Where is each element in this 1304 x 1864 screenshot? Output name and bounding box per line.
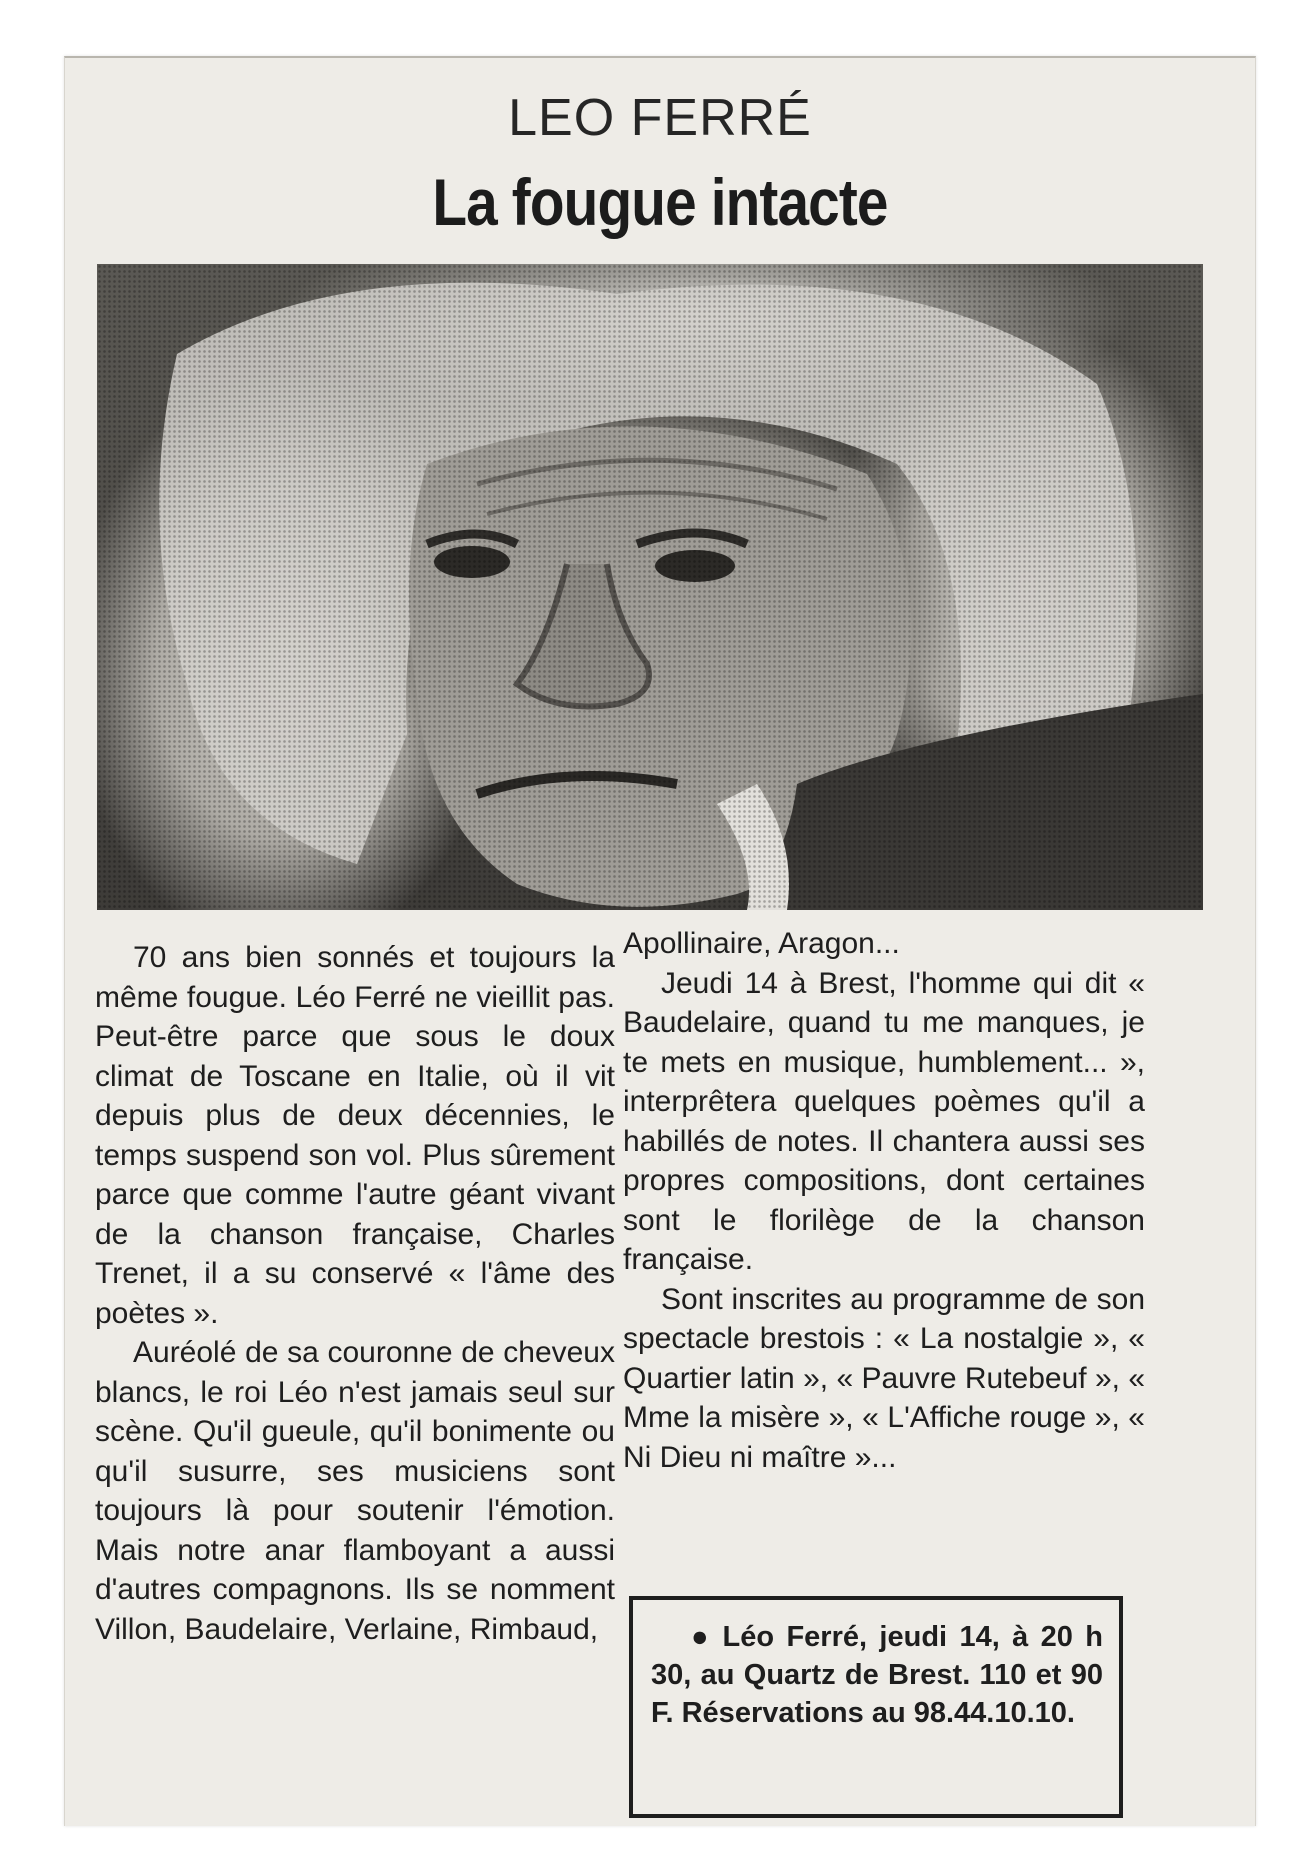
- event-info-text: Léo Ferré, jeudi 14, à 20 h 30, au Quartz de Brest. 110 et 90 F. Réservations au 98.44.10.10.: [651, 1621, 1103, 1729]
- paragraph: 70 ans bien sonnés et toujours la même fougue. Léo Ferré ne vieillit pas. Peut-être parce que sous le doux climat de Toscane en Italie, où il vit depuis plus de deux décennies, le temps suspend son vol. Plus sûrement parce que comme l'autre géant vivant de la chanson française, Charles Trenet, il a su conservé « l'âme des poètes ».: [95, 941, 615, 1330]
- article-kicker: LEO FERRÉ: [508, 89, 812, 147]
- paragraph: Auréolé de sa couronne de cheveux blancs, le roi Léo n'est jamais seul sur scène. Qu'il gueule, qu'il bonimente ou qu'il susurre, ses musiciens sont toujours là pour soutenir l'émotion. Mais notre anar flamboyant a aussi d'autres compagnons. Ils se nomment Villon, Baudelaire, Verlaine, Rimbaud,: [95, 1336, 615, 1646]
- paragraph: Sont inscrites au programme de son spectacle brestois : « La nostalgie », « Quartier latin », « Pauvre Rutebeuf », « Mme la misère », « L'Affiche rouge », « Ni Dieu ni maître »...: [623, 1282, 1145, 1474]
- bullet-icon: ●: [691, 1621, 709, 1653]
- article-column-left: [95, 938, 615, 1649]
- portrait-photo: [97, 264, 1203, 910]
- article-headline: La fougue intacte: [432, 165, 888, 239]
- portrait-illustration: [97, 264, 1203, 910]
- newspaper-clipping: [64, 56, 1256, 1826]
- paragraph: Apollinaire, Aragon...: [623, 927, 900, 960]
- article-column-right: [623, 924, 1145, 1477]
- event-info-box: [629, 1596, 1123, 1818]
- paragraph: Jeudi 14 à Brest, l'homme qui dit « Baudelaire, quand tu me manques, je te mets en musique, humblement... », interprêtera quelques poèmes qu'il a habillés de notes. Il chantera aussi ses propres compositions, dont certaines sont le florilège de la chanson française.: [623, 966, 1145, 1276]
